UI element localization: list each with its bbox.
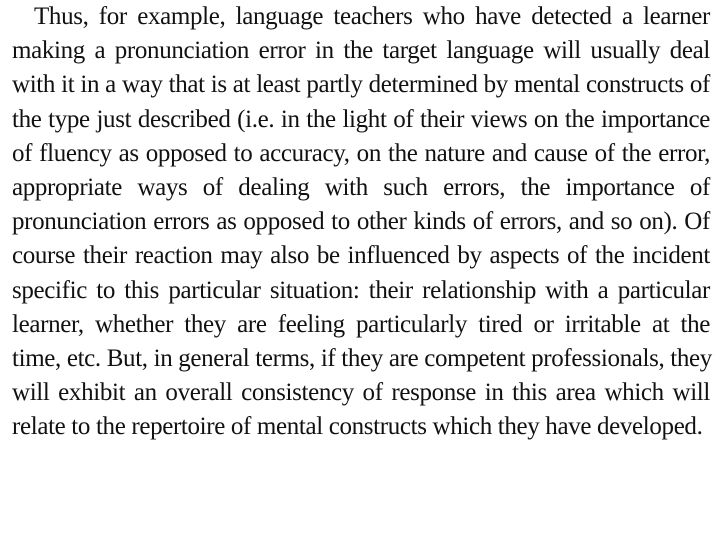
paragraph-line-4: the type just described (i.e. in the light of their views on the importance	[12, 105, 710, 133]
paragraph-line-2: making a pronunciation error in the target language will usually deal	[12, 37, 710, 65]
paragraph-line-1: Thus, for example, language teachers who have detected a learner	[34, 3, 710, 30]
paragraph-line-11: time, etc. But, in general terms, if they are competent professionals, they	[12, 344, 712, 372]
paragraph-line-13: relate to the repertoire of mental constructs which they have developed.	[12, 413, 703, 441]
paragraph-line-3: with it in a way that is at least partly determined by mental constructs of	[12, 71, 710, 99]
paragraph	[12, 0, 710, 444]
paragraph-line-9: specific to this particular situation: their relationship with a particular	[12, 276, 710, 304]
paragraph-line-6: appropriate ways of dealing with such errors, the importance of	[12, 173, 710, 201]
paragraph-line-7: pronunciation errors as opposed to other kinds of errors, and so on). Of	[12, 208, 710, 236]
paragraph-line-12: will exhibit an overall consistency of response in this area which will	[12, 379, 710, 407]
paragraph-line-5: of fluency as opposed to accuracy, on the nature and cause of the error,	[12, 139, 710, 167]
paragraph-line-10: learner, whether they are feeling particularly tired or irritable at the	[12, 310, 710, 338]
paragraph-line-8: course their reaction may also be influenced by aspects of the incident	[12, 242, 710, 270]
